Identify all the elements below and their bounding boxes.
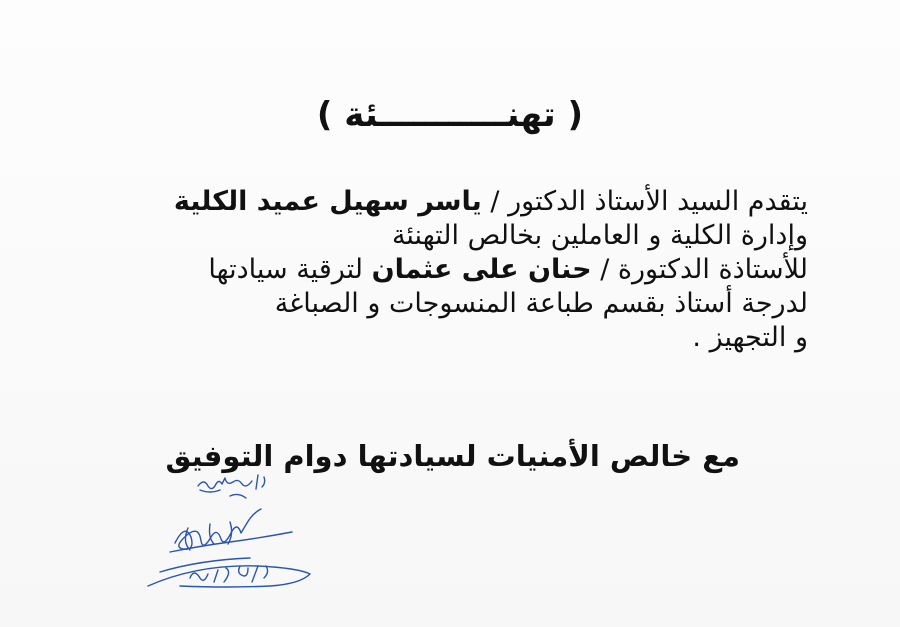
document-title: ( تهنـــــــــــئة ) (316, 95, 584, 135)
body-line-2 (68, 219, 808, 253)
body-line-1-text: يتقدم السيد الأستاذ الدكتور / (481, 186, 808, 217)
closing-wishes: مع خالص الأمنيات لسيادتها دوام التوفيق (165, 439, 740, 473)
body-line-3-text: للأستاذة الدكتورة / (591, 254, 808, 285)
congratulation-body (68, 185, 808, 355)
body-line-4-text: لدرجة أستاذ بقسم طباعة المنسوجات و الصباغة (274, 288, 808, 319)
body-line-2-text: وإدارة الكلية و العاملين بخالص التهنئة (391, 220, 808, 251)
body-line-4 (68, 287, 808, 321)
dean-name: ياسر سهيل عميد الكلية (173, 186, 482, 217)
body-line-5-text: و التجهيز . (692, 322, 808, 353)
body-line-1 (68, 185, 808, 219)
body-line-5 (68, 321, 808, 355)
body-line-3 (68, 253, 808, 287)
body-line-3-tail: لترقية سيادتها (208, 254, 372, 285)
honoree-name: حنان على عثمان (371, 254, 592, 285)
handwritten-signature (140, 468, 315, 598)
